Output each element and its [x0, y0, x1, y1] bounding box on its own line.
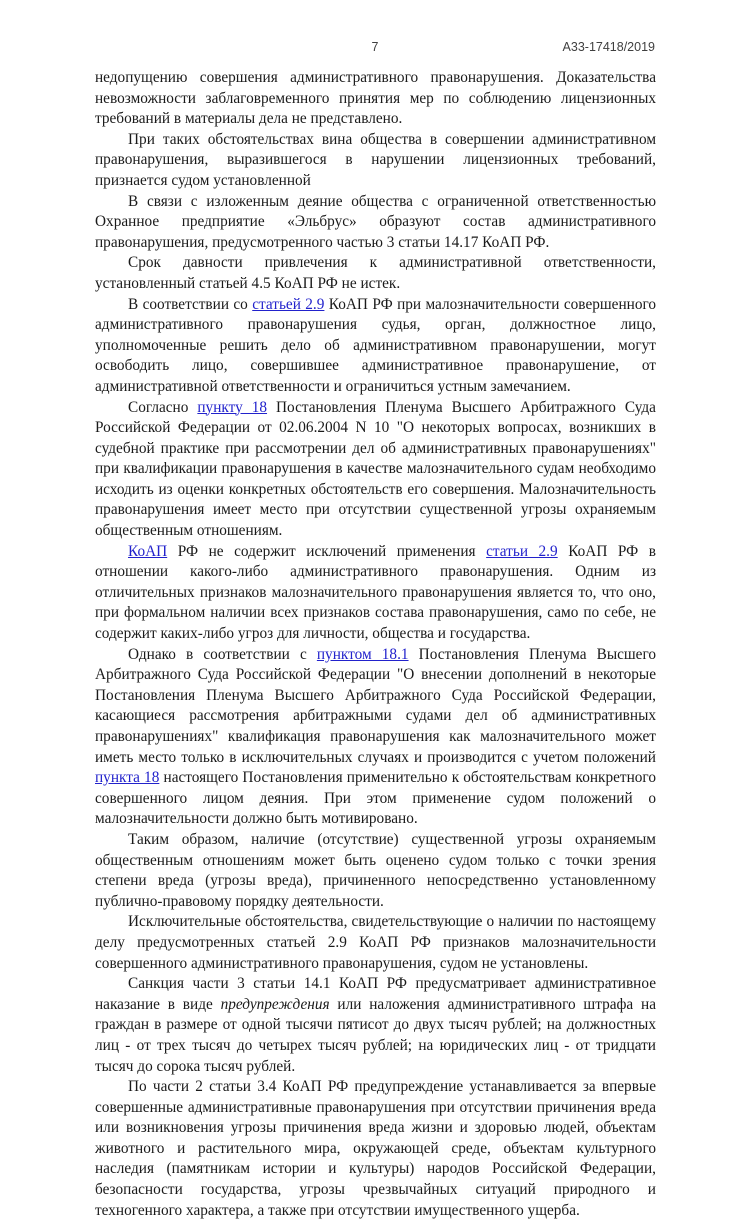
- text-run: КоАП РФ при малозначительности совершенного административного правонарушения судья, орган, должностное лицо, уполномоченные решить дело об административном правонарушении, могут освободить лицо, совершившее административное правонарушение, от административной ответственности и ограничиться устным замечанием.: [95, 295, 657, 395]
- paragraph: [95, 1077, 656, 1221]
- legal-reference-link[interactable]: КоАП: [128, 542, 168, 560]
- text-run: Однако в соответствии с: [128, 645, 317, 663]
- legal-reference-link[interactable]: статьей 2.9: [252, 295, 325, 313]
- header-page-number: 7: [371, 40, 379, 54]
- text-run: Таким образом, наличие (отсутствие) существенной угрозы охраняемым общественным отношениям может быть оценено судом только с точки зрения степени вреда (угрозы вреда), причиненного непосредственно установленному публично-правовому порядку деятельности.: [95, 830, 656, 910]
- paragraph: [95, 912, 656, 974]
- text-run: или наложения административного штрафа на граждан в размере от одной тысячи пятисот до двух тысяч рублей; на должностных лиц - от трех тысяч до четырех тысяч рублей; на юридических лиц - от тридцати тысяч до сорока тысяч рублей.: [95, 995, 656, 1075]
- paragraph: [95, 192, 656, 254]
- text-run: недопущению совершения административного правонарушения. Доказательства невозможности заблаговременного принятия мер по соблюдению лицензионных требований в материалы дела не представлено.: [95, 69, 656, 128]
- document-body: [95, 68, 656, 1221]
- paragraph: [95, 68, 656, 130]
- paragraph: [95, 830, 656, 912]
- paragraph: [95, 645, 656, 830]
- text-run: КоАП РФ в отношении какого-либо административного правонарушения. Одним из отличительных признаков малозначительного правонарушения является то, что оно, при формальном наличии всех признаков состава правонарушения, само по себе, не содержит каких-либо угроз для личности, общества и государства.: [95, 542, 656, 643]
- legal-reference-link[interactable]: пунктом 18.1: [316, 645, 409, 663]
- legal-reference-link[interactable]: статьи 2.9: [486, 542, 558, 560]
- text-run: В связи с изложенным деяние общества с ограниченной ответственностью Охранное предприятие «Эльбрус» образуют состав административного правонарушения, предусмотренного частью 3 статьи 14.17 КоАП РФ.: [95, 192, 656, 251]
- page-header: [95, 40, 655, 58]
- paragraph: [95, 974, 656, 1077]
- paragraph: [95, 542, 656, 645]
- legal-reference-link[interactable]: пункта 18: [95, 769, 160, 787]
- text-run: Санкция части 3 статьи 14.1 КоАП РФ предусматривает административное наказание в виде: [95, 975, 656, 1013]
- text-run: Постановления Пленума Высшего Арбитражного Суда Российской Федерации от 02.06.2004 N 10 "О некоторых вопросах, возникших в судебной практике при рассмотрении дел об административных правонарушениях" при квалификации правонарушения в качестве малозначительного судам необходимо исходить из оценки конкретных обстоятельств его совершения. Малозначительность правонарушения имеет место при отсутствии существенной угрозы охраняемым общественным отношениям.: [95, 398, 656, 540]
- paragraph: [95, 253, 656, 294]
- header-case-number: А33-17418/2019: [562, 40, 655, 54]
- paragraph: [95, 130, 656, 192]
- paragraph: [95, 398, 656, 542]
- paragraph: [95, 295, 656, 398]
- text-run: При таких обстоятельствах вина общества в совершении административном правонарушения, выразившегося в нарушении лицензионных требований, признается судом установленной: [95, 130, 656, 189]
- text-run: РФ не содержит исключений применения: [167, 542, 487, 560]
- emphasized-term: предупреждения: [220, 995, 330, 1013]
- text-run: Исключительные обстоятельства, свидетельствующие о наличии по настоящему делу предусмотренных статьей 2.9 КоАП РФ признаков малозначительности совершенного административного правонарушения, судом не установлены.: [95, 913, 656, 972]
- text-run: Срок давности привлечения к административной ответственности, установленный статьей 4.5 КоАП РФ не истек.: [95, 254, 656, 292]
- text-run: Согласно: [128, 398, 198, 416]
- legal-reference-link[interactable]: пункту 18: [197, 398, 268, 416]
- text-run: В соответствии со: [128, 295, 253, 313]
- text-run: По части 2 статьи 3.4 КоАП РФ предупреждение устанавливается за впервые совершенные административные правонарушения при отсутствии причинения вреда или возникновения угрозы причинения вреда жизни и здоровью людей, объектам животного и растительного мира, окружающей среде, объектам культурного наследия (памятникам истории и культуры) народов Российской Федерации, безопасности государства, угрозы чрезвычайных ситуаций природного и техногенного характера, а также при отсутствии имущественного ущерба.: [95, 1078, 656, 1219]
- text-run: Постановления Пленума Высшего Арбитражного Суда Российской Федерации "О внесении дополнений в некоторые Постановления Пленума Высшего Арбитражного Суда Российской Федерации, касающиеся рассмотрения арбитражными судами дел об административных правонарушениях" квалификация правонарушения как малозначительного может иметь место только в исключительных случаях и производится с учетом положений: [95, 645, 656, 766]
- text-run: настоящего Постановления применительно к обстоятельствам конкретного совершенного лицом деяния. При этом применение судом положений о малозначительности должно быть мотивировано.: [95, 769, 656, 828]
